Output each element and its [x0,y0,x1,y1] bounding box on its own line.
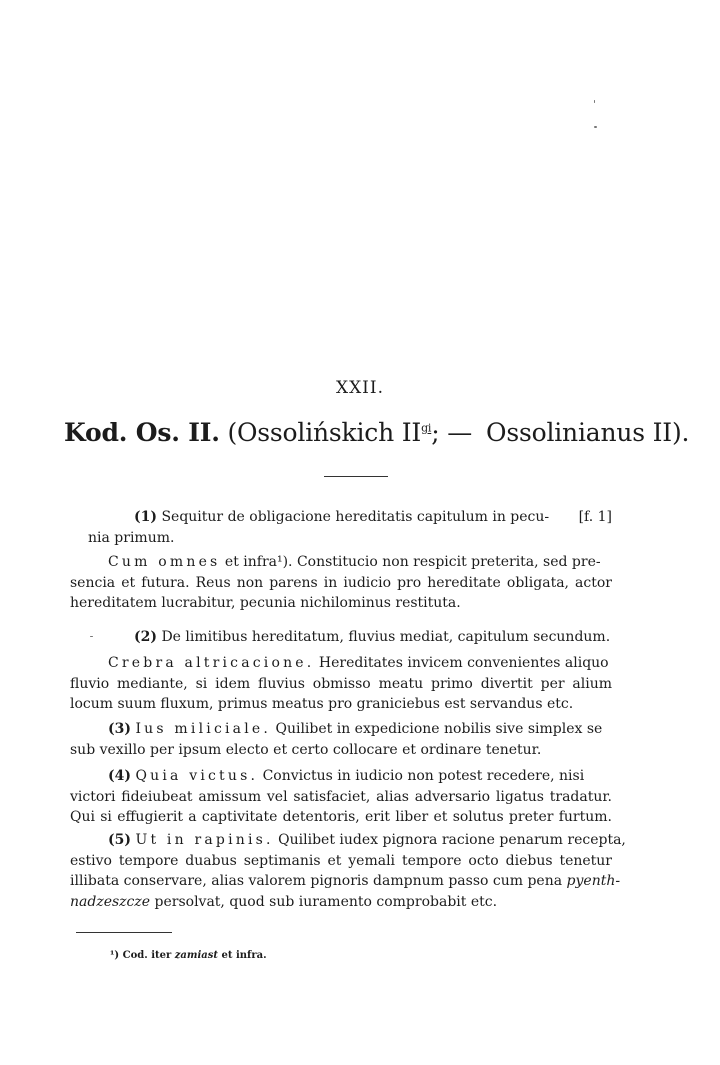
paragraph-line [70,871,621,892]
title-ossolinskich: (Ossolińskich II [227,418,422,447]
paragraph-3 [70,627,612,648]
paragraph-line [70,766,612,787]
paragraph-line: hereditatem lucrabitur, pecunia nichilominus restituta. [70,595,461,611]
paragraph-4 [70,653,612,715]
paragraph-text: Hereditates invicem convenientes aliquo [318,655,609,671]
paragraph-line: Qui si effugierit a captivitate detentoris, erit liber et solutus preter furtum. [70,809,612,825]
paragraph-line: estivo tempore duabus septimanis et yemali tempore octo diebus tenetur [70,852,612,869]
paragraph-line [70,892,612,913]
section-number: (4) [108,768,131,784]
page-title [64,418,690,447]
incipit: Ius miliciale. [135,721,272,737]
paragraph-7 [70,830,626,912]
footnote-term: zamiast [174,950,219,961]
paragraph-line [70,719,612,740]
paragraph-text: Convictus in iudicio non potest recedere, nisi [262,768,585,784]
scan-speck [594,100,595,103]
title-code: Kod. Os. II. [64,418,220,447]
incipit: Quia victus. [135,768,259,784]
paragraph-2 [70,552,612,614]
paragraph-1 [70,507,612,548]
title-dash: ; — [431,418,473,447]
paragraph-6 [70,766,612,828]
paragraph-text: Sequitur de obligacione hereditatis capitulum in pecu- [161,509,550,525]
paragraph-line: sencia et futura. Reus non parens in iudicio pro hereditate obligata, actor [70,574,612,591]
paragraph-line: locum suum fluxum, primus meatus pro graniciebus est servandus etc. [70,696,574,712]
title-superscript: gi [421,421,432,435]
polish-term: nadzeszcze [70,893,151,910]
paragraph-line: victori fideiubeat amissum vel satisfaciet, alias adversario ligatus tradatur. [70,788,612,805]
paragraph-text: De limitibus hereditatum, fluvius mediat, capitulum secundum. [161,629,611,645]
paragraph-line [70,507,612,528]
paragraph-line [70,653,612,674]
paragraph-text: Quilibet in expedicione nobilis sive simplex se [275,721,603,737]
paragraph-text: persolvat, quod sub iuramento comprobabit etc. [154,893,498,910]
paragraph-line [70,528,612,549]
paragraph-text: Quilibet iudex pignora racione penarum recepta, [278,832,626,848]
paragraph-text: et infra¹). Constitucio non respicit preterita, sed pre- [224,554,601,570]
paragraph-line: fluvio mediante, si idem fluvius obmisso meatu primo divertit per alium [70,675,612,692]
section-number: (1) [134,509,157,525]
footnote-text: Cod. iter [122,950,172,961]
paragraph-text: illibata conservare, alias valorem pignoris dampnum passo cum pena [70,873,563,889]
folio-marker: [f. 1] [578,509,612,525]
footnote-divider [76,932,172,933]
paragraph-line [70,627,612,648]
chapter-number: XXII. [335,378,385,398]
section-number: (5) [108,832,131,848]
footnote-text: et infra. [221,950,267,961]
paragraph-text: nia primum. [88,529,175,546]
title-divider [324,476,388,477]
section-number: (3) [108,721,131,737]
scan-speck [594,126,597,128]
paragraph-line [70,552,612,573]
incipit: Ut in rapinis. [135,832,274,848]
paragraph-line [70,830,626,851]
polish-term: pyenth- [566,873,621,889]
title-ossolinianus: Ossolinianus II). [486,418,690,447]
paragraph-line: sub vexillo per ipsum electo et certo collocare et ordinare tenetur. [70,741,542,758]
paragraph-5 [70,719,612,760]
footnote-mark: ¹) [110,950,120,961]
scan-speck [90,636,93,637]
incipit: Crebra altricacione. [108,655,315,671]
incipit: Cum omnes [108,554,221,570]
section-number: (2) [134,629,157,645]
footnote [110,950,267,961]
